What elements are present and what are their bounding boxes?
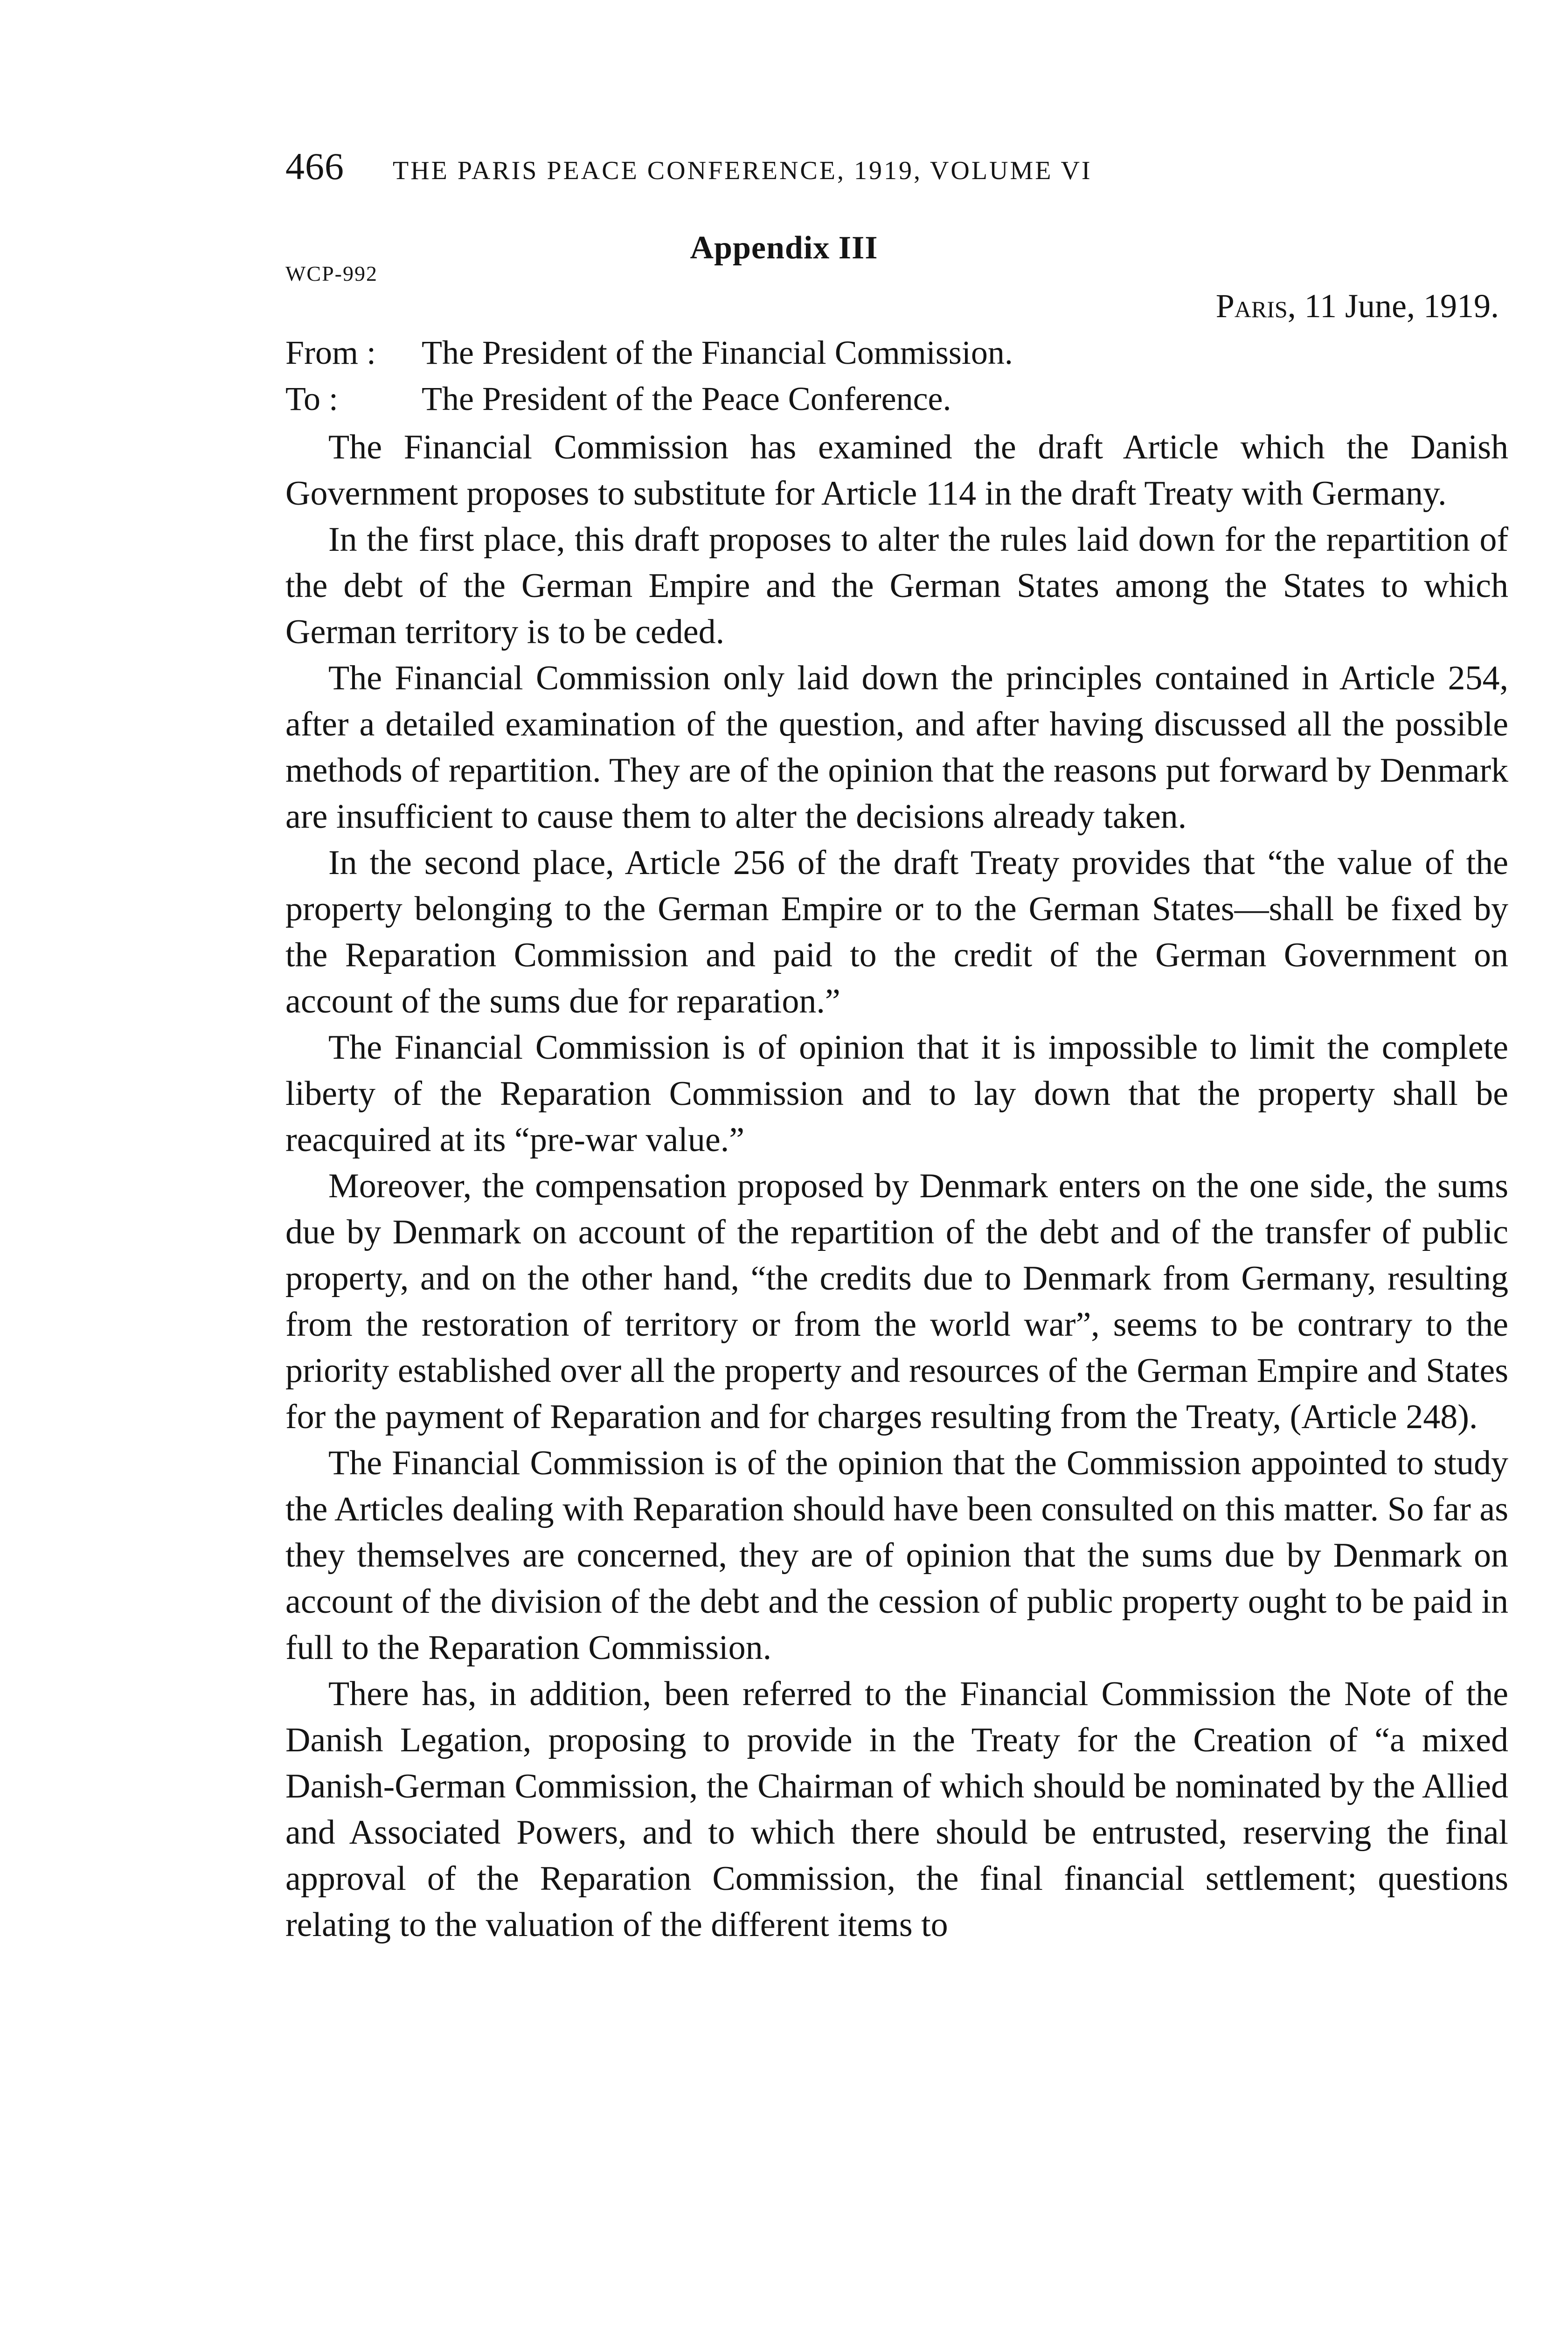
dateline-place: Paris xyxy=(1215,287,1288,325)
from-line xyxy=(285,333,1013,372)
paragraph: Moreover, the compensation proposed by Denmark enters on the one side, the sums due by Denmark on account of the repartition of the debt and of the transfer of public property, and on the other hand, “the credits due to Denmark from Germany, resulting from the restoration of territory or from the world war”, seems to be contrary to the priority established over all the property and resources of the German Empire and States for the payment of Reparation and for charges resulting from the Treaty, (Article 248). xyxy=(285,1167,1508,1436)
page-number: 466 xyxy=(285,145,344,187)
body-text xyxy=(285,424,1508,1948)
paragraph: In the second place, Article 256 of the draft Treaty provides that “the value of the property belonging to the German Empire or to the German States—shall be fixed by the Reparation Commission and paid to the credit of the German Government on account of the sums due for reparation.” xyxy=(285,844,1508,1020)
document-id: WCP-992 xyxy=(285,262,378,285)
to-line xyxy=(285,380,951,418)
running-title: THE PARIS PEACE CONFERENCE, 1919, VOLUME VI xyxy=(393,156,1092,185)
paragraph: The Financial Commission only laid down the principles contained in Article 254, after a detailed examination of the question, and after having discussed all the possible methods of repartition. They are of the opinion that the reasons put forward by Denmark are insufficient to cause them to alter the decisions already taken. xyxy=(285,659,1508,836)
paragraph: In the first place, this draft proposes to alter the rules laid down for the repartition of the debt of the German Empire and the German States among the States to which German territory is to be ceded. xyxy=(285,521,1508,651)
appendix-heading: Appendix III xyxy=(690,230,878,266)
to-label: To : xyxy=(285,380,338,417)
paragraph: The Financial Commission is of the opinion that the Commission appointed to study the Articles dealing with Reparation should have been consulted on this matter. So far as they themselves are concerned, they are of opinion that the sums due by Denmark on account of the division of the debt and the cession of public property ought to be paid in full to the Reparation Commission. xyxy=(285,1444,1508,1667)
paragraph: The Financial Commission is of opinion that it is impossible to limit the complete liberty of the Reparation Commission and to lay down that the property shall be reacquired at its “pre-war value.” xyxy=(285,1028,1508,1159)
running-head xyxy=(285,145,1517,196)
dateline-date: , 11 June, 1919. xyxy=(1287,287,1499,325)
from-value: The President of the Financial Commission. xyxy=(422,334,1013,371)
to-value: The President of the Peace Conference. xyxy=(422,380,951,417)
paragraph: The Financial Commission has examined the draft Article which the Danish Government proposes to substitute for Article 114 in the draft Treaty with Germany. xyxy=(285,428,1508,513)
dateline xyxy=(1216,287,1499,326)
from-label: From : xyxy=(285,334,376,371)
paragraph: There has, in addition, been referred to the Financial Commission the Note of the Danish Legation, proposing to provide in the Treaty for the Creation of “a mixed Danish-German Commission, the Chairman of which should be nominated by the Allied and Associated Powers, and to which there should be entrusted, reserving the final approval of the Reparation Commission, the final financial settlement; questions relating to the valuation of the different items to xyxy=(285,1675,1508,1944)
